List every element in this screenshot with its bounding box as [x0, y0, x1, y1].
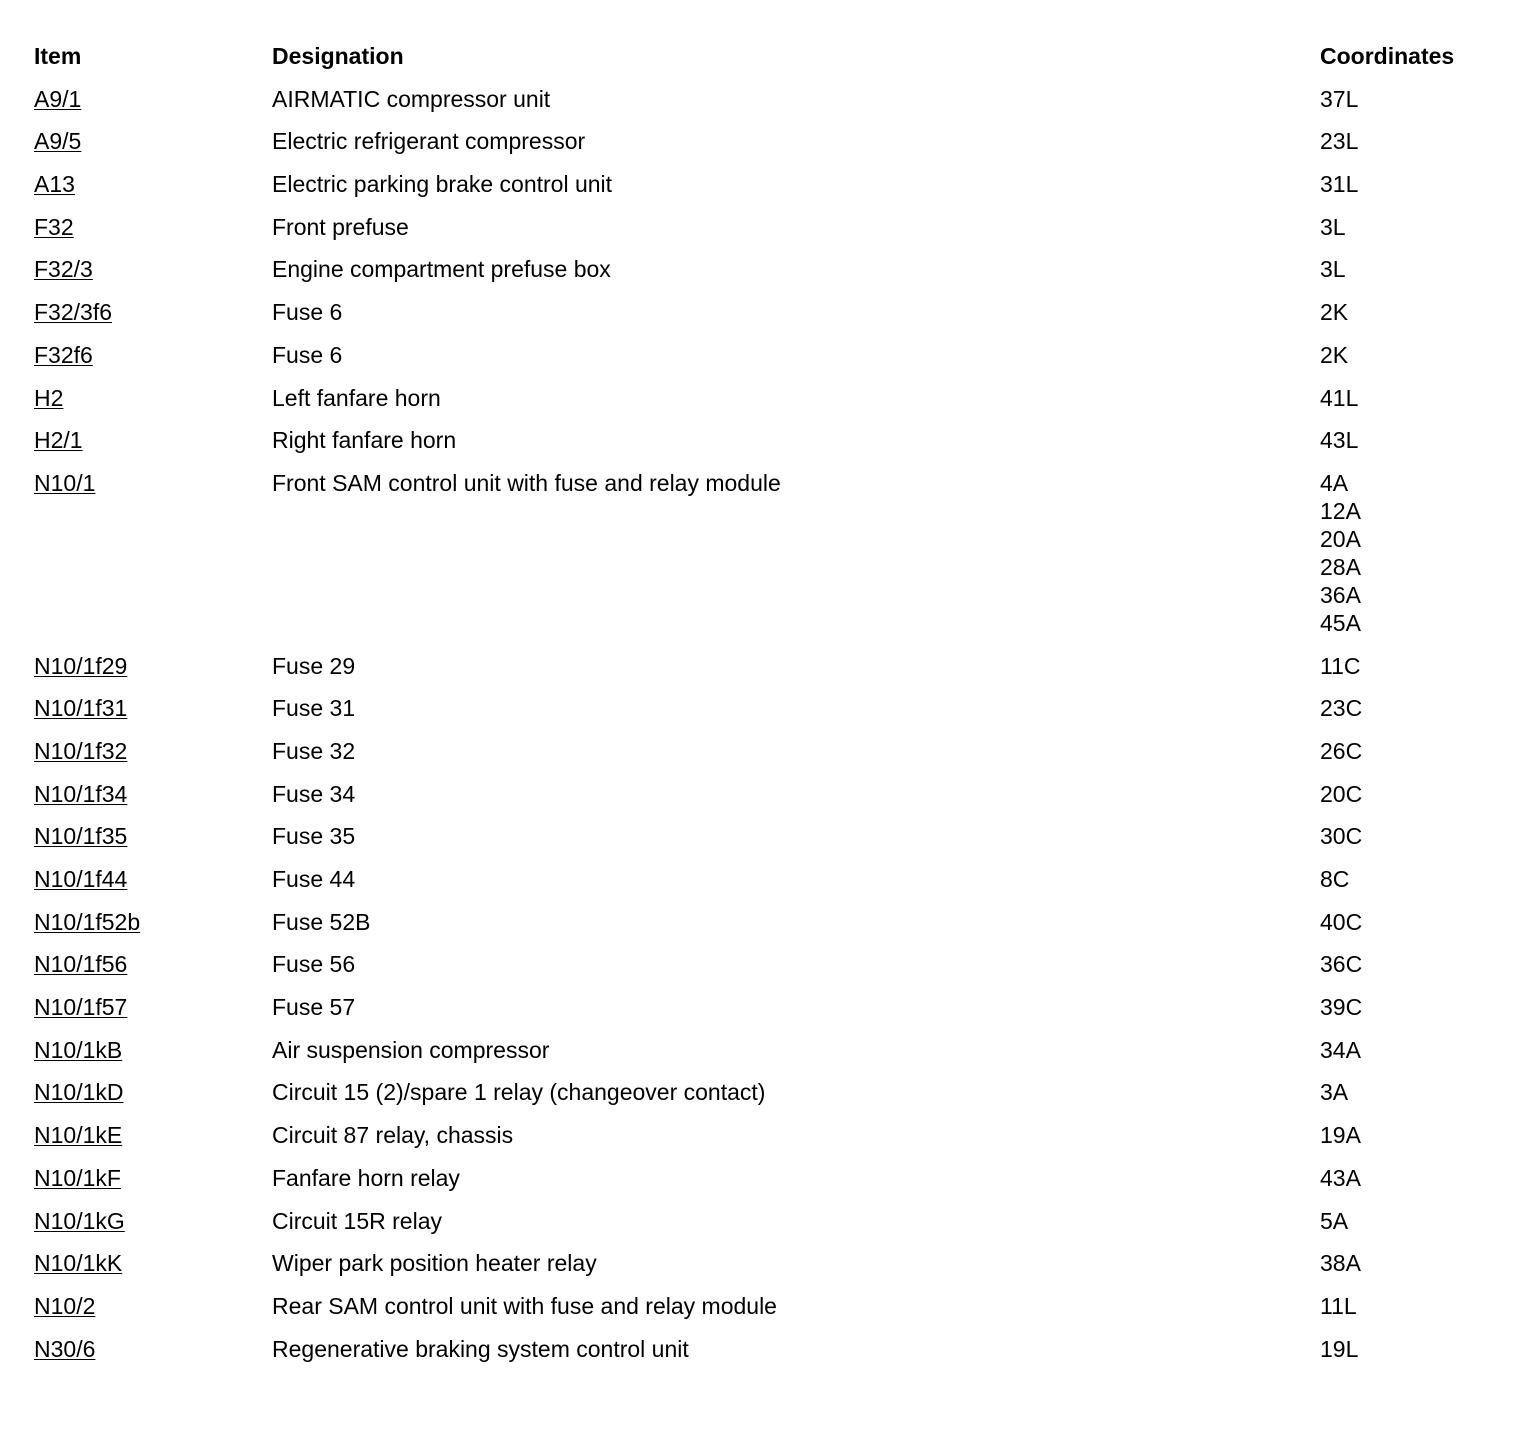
table-header-row — [34, 42, 1514, 70]
item-cell — [34, 908, 272, 936]
designation-cell: Regenerative braking system control unit — [272, 1335, 689, 1362]
coordinate-value: 8C — [1320, 866, 1350, 892]
item-cell — [34, 950, 272, 978]
table-body — [34, 85, 1514, 1363]
item-link[interactable]: N10/1kF — [34, 1164, 121, 1191]
coordinates-cell — [1320, 865, 1514, 893]
coordinate-value: 3L — [1320, 256, 1346, 283]
item-cell — [34, 384, 272, 412]
coordinates-cell — [1320, 213, 1514, 241]
table-row — [34, 822, 1514, 850]
designation-cell: Fuse 34 — [272, 780, 356, 807]
table-row — [34, 341, 1514, 369]
table-row — [34, 85, 1514, 113]
table-row — [34, 865, 1514, 893]
designation-cell: Electric refrigerant compressor — [272, 128, 586, 155]
item-cell — [34, 652, 272, 680]
coordinate-value: 12A — [1320, 497, 1361, 524]
table-row — [34, 1036, 1514, 1064]
item-cell — [34, 298, 272, 326]
item-cell — [34, 865, 272, 893]
coordinate-value: 2K — [1320, 299, 1349, 326]
coordinate-value: 34A — [1320, 1036, 1361, 1063]
coordinate-value: 5A — [1320, 1207, 1349, 1234]
item-link[interactable]: N10/1kB — [34, 1036, 123, 1063]
item-link[interactable]: N10/2 — [34, 1292, 96, 1319]
coordinates-cell — [1320, 1078, 1514, 1106]
table-row — [34, 908, 1514, 936]
item-cell — [34, 85, 272, 113]
coordinates-cell — [1320, 426, 1514, 454]
designation-cell: Front SAM control unit with fuse and relay module — [272, 469, 781, 496]
coordinate-value: 19L — [1320, 1335, 1359, 1362]
designation-cell: Left fanfare horn — [272, 384, 441, 411]
coordinate-value: 38A — [1320, 1250, 1361, 1277]
designation-cell: Circuit 15R relay — [272, 1207, 442, 1234]
item-cell — [34, 1335, 272, 1363]
designation-cell: Circuit 15 (2)/spare 1 relay (changeover contact) — [272, 1079, 766, 1106]
coordinate-value: 20A — [1320, 525, 1361, 552]
coordinate-value: 36A — [1320, 581, 1361, 608]
designation-cell: Electric parking brake control unit — [272, 171, 613, 198]
coordinate-value: 39C — [1320, 994, 1363, 1021]
item-cell — [34, 255, 272, 283]
table-row — [34, 170, 1514, 198]
designation-cell: AIRMATIC compressor unit — [272, 85, 551, 112]
coordinates-cell — [1320, 737, 1514, 765]
item-link[interactable]: N10/1f57 — [34, 994, 128, 1021]
item-link[interactable]: N10/1kG — [34, 1207, 125, 1234]
component-legend-table — [34, 42, 1514, 1377]
table-row — [34, 1292, 1514, 1320]
designation-cell: Engine compartment prefuse box — [272, 256, 611, 283]
coordinates-cell — [1320, 1335, 1514, 1363]
coordinate-value: 4A — [1320, 469, 1349, 496]
designation-cell: Fuse 29 — [272, 652, 356, 679]
designation-cell: Fuse 6 — [272, 299, 343, 326]
coordinates-cell — [1320, 127, 1514, 155]
coordinate-value: 43A — [1320, 1164, 1361, 1191]
table-row — [34, 694, 1514, 722]
coordinates-cell — [1320, 1207, 1514, 1235]
item-link[interactable]: N10/1kK — [34, 1250, 123, 1277]
item-link[interactable]: F32f6 — [34, 341, 93, 368]
coordinate-value: 28A — [1320, 553, 1361, 580]
table-row — [34, 469, 1514, 637]
coordinates-cell — [1320, 1249, 1514, 1277]
coordinates-cell — [1320, 170, 1514, 198]
designation-cell: Front prefuse — [272, 213, 409, 240]
coordinates-cell — [1320, 993, 1514, 1021]
table-row — [34, 384, 1514, 412]
coordinate-value: 23L — [1320, 128, 1359, 155]
item-cell — [34, 170, 272, 198]
item-link[interactable]: H2 — [34, 384, 64, 411]
item-link[interactable]: N10/1kE — [34, 1122, 123, 1149]
item-cell — [34, 127, 272, 155]
coordinates-cell — [1320, 1164, 1514, 1192]
item-link[interactable]: N10/1f31 — [34, 695, 128, 722]
designation-cell: Rear SAM control unit with fuse and relay module — [272, 1292, 777, 1319]
item-link[interactable]: N10/1f56 — [34, 951, 128, 978]
table-row — [34, 1121, 1514, 1149]
header-designation: Designation — [272, 43, 404, 69]
designation-cell: Fuse 31 — [272, 695, 356, 722]
item-cell — [34, 1292, 272, 1320]
item-link[interactable]: N10/1f34 — [34, 780, 128, 807]
item-link[interactable]: N10/1 — [34, 469, 96, 496]
coordinates-cell — [1320, 780, 1514, 808]
coordinate-value: 30C — [1320, 823, 1363, 850]
table-row — [34, 298, 1514, 326]
coordinate-value: 45A — [1320, 609, 1361, 636]
coordinate-value: 23C — [1320, 695, 1363, 722]
item-link[interactable]: N10/1kD — [34, 1079, 124, 1106]
coordinate-value: 20C — [1320, 780, 1363, 807]
item-cell — [34, 213, 272, 241]
table-row — [34, 1335, 1514, 1363]
designation-cell: Fuse 32 — [272, 737, 356, 764]
item-cell — [34, 1249, 272, 1277]
designation-cell: Right fanfare horn — [272, 427, 457, 454]
designation-cell: Fuse 6 — [272, 341, 343, 368]
coordinate-value: 43L — [1320, 427, 1359, 454]
item-cell — [34, 1078, 272, 1106]
coordinate-value: 40C — [1320, 908, 1363, 935]
item-cell — [34, 1121, 272, 1149]
item-link[interactable]: H2/1 — [34, 427, 83, 454]
item-link[interactable]: A9/1 — [34, 85, 82, 112]
item-cell — [34, 1036, 272, 1064]
item-link[interactable]: N10/1f29 — [34, 652, 128, 679]
item-link[interactable]: F32 — [34, 213, 74, 240]
item-cell — [34, 1164, 272, 1192]
item-cell — [34, 341, 272, 369]
table-row — [34, 1249, 1514, 1277]
table-row — [34, 737, 1514, 765]
designation-cell: Fuse 44 — [272, 866, 356, 892]
item-link[interactable]: N10/1f52b — [34, 908, 141, 935]
item-cell — [34, 780, 272, 808]
coordinate-value: 26C — [1320, 737, 1363, 764]
coordinates-cell — [1320, 908, 1514, 936]
coordinate-value: 3L — [1320, 213, 1346, 240]
coordinate-value: 41L — [1320, 384, 1359, 411]
table-row — [34, 652, 1514, 680]
header-coordinates: Coordinates — [1320, 43, 1455, 69]
item-cell — [34, 469, 272, 497]
coordinate-value: 11L — [1320, 1292, 1357, 1319]
coordinates-cell — [1320, 1292, 1514, 1320]
designation-cell: Air suspension compressor — [272, 1036, 550, 1063]
coordinates-cell — [1320, 298, 1514, 326]
coordinates-cell — [1320, 1036, 1514, 1064]
item-link[interactable]: N10/1f44 — [34, 866, 128, 892]
item-cell — [34, 1207, 272, 1235]
coordinates-cell — [1320, 822, 1514, 850]
designation-cell: Fuse 57 — [272, 994, 356, 1021]
item-cell — [34, 737, 272, 765]
table-row — [34, 426, 1514, 454]
coordinates-cell — [1320, 652, 1514, 680]
item-link[interactable]: A9/5 — [34, 128, 82, 155]
coordinates-cell — [1320, 255, 1514, 283]
designation-cell: Circuit 87 relay, chassis — [272, 1122, 514, 1149]
coordinate-value: 19A — [1320, 1122, 1361, 1149]
designation-cell: Wiper park position heater relay — [272, 1250, 597, 1277]
coordinates-cell — [1320, 694, 1514, 722]
item-link[interactable]: N30/6 — [34, 1335, 96, 1362]
item-link[interactable]: F32/3 — [34, 256, 93, 283]
designation-cell: Fuse 52B — [272, 908, 371, 935]
item-link[interactable]: N10/1f35 — [34, 823, 128, 850]
designation-cell: Fuse 56 — [272, 951, 356, 978]
designation-cell: Fuse 35 — [272, 823, 356, 850]
header-item: Item — [34, 43, 82, 69]
coordinate-value: 3A — [1320, 1079, 1349, 1106]
coordinate-value: 36C — [1320, 951, 1363, 978]
item-link[interactable]: N10/1f32 — [34, 737, 128, 764]
coordinate-value: 31L — [1320, 171, 1359, 198]
table-row — [34, 213, 1514, 241]
table-row — [34, 255, 1514, 283]
coordinates-cell — [1320, 384, 1514, 412]
table-row — [34, 127, 1514, 155]
table-row — [34, 950, 1514, 978]
item-cell — [34, 822, 272, 850]
table-row — [34, 1207, 1514, 1235]
coordinate-value: 2K — [1320, 341, 1349, 368]
coordinates-cell — [1320, 341, 1514, 369]
coordinate-value: 37L — [1320, 85, 1359, 112]
coordinates-cell — [1320, 469, 1514, 637]
designation-cell: Fanfare horn relay — [272, 1164, 460, 1191]
coordinates-cell — [1320, 85, 1514, 113]
item-link[interactable]: A13 — [34, 171, 75, 198]
table-row — [34, 1078, 1514, 1106]
table-row — [34, 1164, 1514, 1192]
table-row — [34, 780, 1514, 808]
item-cell — [34, 426, 272, 454]
coordinate-value: 11C — [1320, 652, 1361, 679]
item-cell — [34, 993, 272, 1021]
item-link[interactable]: F32/3f6 — [34, 299, 112, 326]
table-row — [34, 993, 1514, 1021]
coordinates-cell — [1320, 950, 1514, 978]
item-cell — [34, 694, 272, 722]
coordinates-cell — [1320, 1121, 1514, 1149]
